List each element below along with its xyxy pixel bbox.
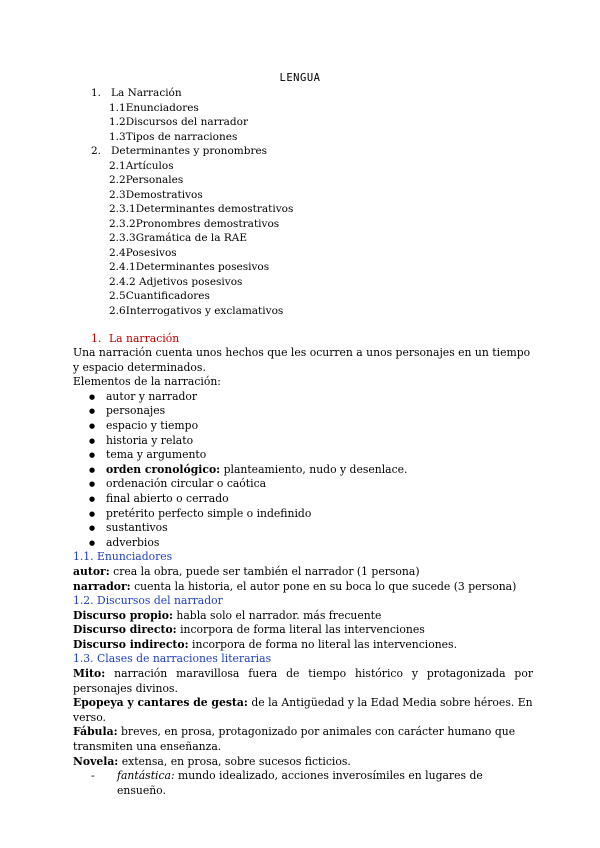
toc-item: 2.3Demostrativos [109, 188, 203, 201]
toc-item: 2.4.2 Adjetivos posesivos [109, 275, 243, 288]
toc-item: 1. La Narración [91, 87, 182, 99]
section-heading-enunciadores: 1.1. Enunciadores [73, 550, 173, 564]
list-item: ● pretérito perfecto simple o indefinido [73, 507, 533, 522]
toc-item: 2.3.2Pronombres demostrativos [109, 217, 280, 230]
toc-item: 2.6Interrogativos y exclamativos [109, 304, 284, 317]
list-item: ● orden cronológico: planteamiento, nudo y desenlace. [73, 463, 533, 478]
definition-discurso-indirecto: Discurso indirecto: incorpora de forma no literal las intervenciones. [73, 637, 458, 651]
toc-item: 2.3.1Determinantes demostrativos [109, 203, 294, 215]
list-item: ● sustantivos [73, 521, 533, 536]
list-item: ● personajes [73, 404, 533, 419]
toc-item: 1.1Enunciadores [109, 101, 199, 114]
section-heading-narracion: 1. La narración [91, 332, 180, 345]
definition-mito: Mito: narración maravillosa fuera de tiempo histórico y protagonizada por personajes divinos. [73, 667, 533, 695]
toc-item: 2.4Posesivos [109, 246, 177, 259]
definition-epopeya: Epopeya y cantares de gesta: de la Antigüedad y la Edad Media sobre héroes. En verso. [73, 696, 533, 724]
toc-item: 1.3Tipos de narraciones [109, 130, 238, 143]
list-item: ● adverbios [73, 536, 533, 551]
list-item: ● tema y argumento [73, 448, 533, 463]
list-item: ● ordenación circular o caótica [73, 477, 533, 492]
elements-label: Elementos de la narración: [73, 375, 221, 389]
section-heading-discursos: 1.2. Discursos del narrador [73, 594, 223, 608]
definition-discurso-propio: Discurso propio: habla solo el narrador. más frecuente [73, 608, 382, 622]
definition-novela: Novela: extensa, en prosa, sobre sucesos ficticios. [73, 754, 351, 768]
intro-paragraph: Una narración cuenta unos hechos que les ocurren a unos personajes en un tiempo y espacio determinados. [73, 346, 531, 374]
section-heading-clases: 1.3. Clases de narraciones literarias [73, 652, 272, 666]
definition-fabula: Fábula: breves, en prosa, protagonizado por animales con carácter humano que transmiten una enseñanza. [73, 725, 516, 754]
toc-item: 2.1Artículos [109, 159, 174, 172]
page-title: LENGUA [279, 72, 321, 84]
toc-item: 1.2Discursos del narrador [109, 116, 248, 128]
definition-autor: autor: crea la obra, puede ser también el narrador (1 persona) [73, 564, 420, 578]
toc-item: 2.2Personales [109, 174, 184, 186]
list-item: ● espacio y tiempo [73, 419, 533, 434]
definition-discurso-directo: Discurso directo: incorpora de forma literal las intervenciones [73, 623, 425, 637]
list-item: ● final abierto o cerrado [73, 492, 533, 507]
toc-item: 2.5Cuantificadores [109, 290, 210, 302]
definition-narrador: narrador: cuenta la historia, el autor pone en su boca lo que sucede (3 persona) [73, 579, 517, 593]
toc-item: 2.4.1Determinantes posesivos [109, 261, 270, 273]
list-item-fantastica: - fantástica: mundo idealizado, acciones inverosímiles en lugares de ensueño. [73, 769, 533, 798]
list-item: ● historia y relato [73, 434, 533, 449]
toc-item: 2.3.3Gramática de la RAE [109, 232, 248, 244]
list-item: ● autor y narrador [73, 390, 533, 405]
main-content [73, 346, 533, 798]
toc-item: 2. Determinantes y pronombres [91, 145, 268, 157]
